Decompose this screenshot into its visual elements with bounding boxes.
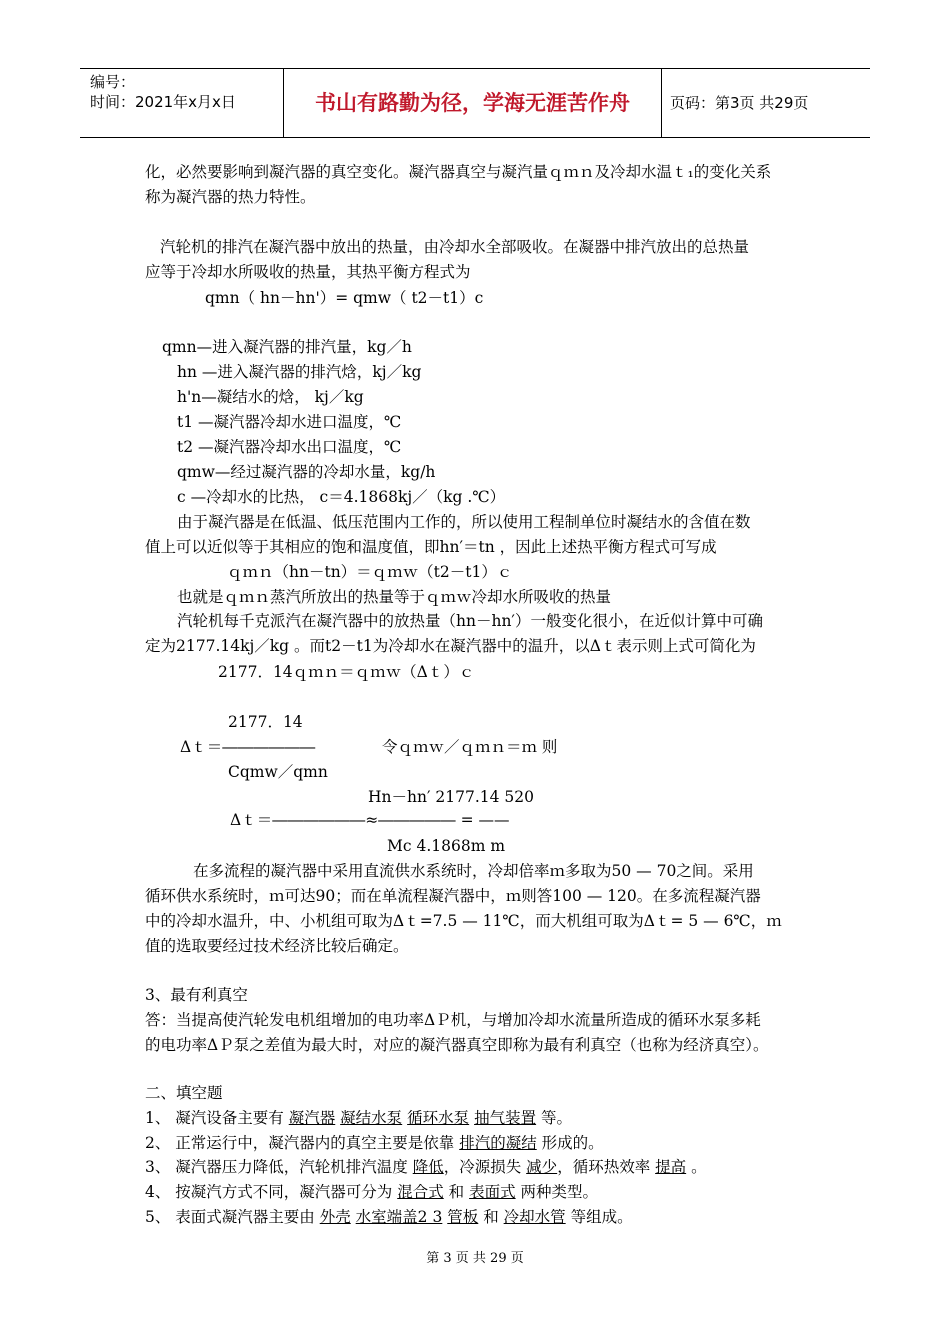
definition: t2 —凝汽器冷却水出口温度，℃ <box>177 438 402 456</box>
question-text: 1、 凝汽设备主要有 <box>145 1109 289 1127</box>
answer-blank: 降低 <box>412 1158 444 1176</box>
question-text: 等组成。 <box>565 1208 633 1226</box>
answer-blank: 排汽的凝结 <box>459 1134 537 1152</box>
text-line: 在多流程的凝汽器中采用直流供水系统时，冷却倍率ｍ多取为50 — 70之间。采用 <box>193 862 754 880</box>
formula-denominator: Mc 4.1868m m <box>387 837 506 855</box>
answer-blank: 表面式 <box>469 1183 516 1201</box>
answer-blank: 提高 <box>655 1158 687 1176</box>
question-text: 。 <box>686 1158 707 1176</box>
formula-denominator: Cqmw／qmn <box>228 763 328 781</box>
answer-line: 答：当提高使汽轮发电机组增加的电功率ΔＰ机，与增加冷却水流量所造成的循环水泵多耗 <box>145 1011 761 1029</box>
fill-blank-1 <box>145 1108 572 1128</box>
answer-blank: 凝结水泵 <box>340 1109 403 1127</box>
question-text: ，循环热效率 <box>557 1158 656 1176</box>
number-label: 编号： <box>90 73 136 91</box>
question-text: 和 <box>478 1208 504 1226</box>
section-heading: 3、最有利真空 <box>145 986 248 1004</box>
answer-blank: 外壳 <box>319 1208 351 1226</box>
header-page-info: 页码：第3页 共29页 <box>670 94 809 112</box>
answer-blank: 水室端盖2 3 <box>355 1208 443 1226</box>
equation: ｑｍｎ（hn－tn）＝ｑｍｗ（t2－t1）ｃ <box>227 563 513 581</box>
text-line: 化，必然要影响到凝汽器的真空变化。凝汽器真空与凝汽量ｑｍｎ及冷却水温ｔ₁的变化关系 <box>145 163 772 181</box>
equation: 2177．14ｑｍｎ＝ｑｍｗ（Δｔ）ｃ <box>218 663 475 681</box>
answer-blank: 减少 <box>526 1158 558 1176</box>
page-footer: 第 3 页 共 29 页 <box>426 1251 524 1266</box>
text-line: 应等于冷却水所吸收的热量，其热平衡方程式为 <box>145 263 471 281</box>
formula-line: Δｔ＝――――――≈――――― = —— <box>230 811 510 829</box>
definition: c —冷却水的比热， c＝4.1868kj／（kg .℃） <box>177 488 506 506</box>
definition: hn —进入凝汽器的排汽焓，kj／kg <box>177 363 422 381</box>
question-text: 2、 正常运行中，凝汽器内的真空主要是依靠 <box>145 1134 460 1152</box>
definition: qmn—进入凝汽器的排汽量，kg／h <box>162 338 412 356</box>
text-line: 汽轮机的排汽在凝汽器中放出的热量，由冷却水全部吸收。在凝器中排汽放出的总热量 <box>160 238 750 256</box>
section-heading: 二、填空题 <box>145 1084 223 1102</box>
page-header <box>80 68 870 138</box>
fill-blank-3 <box>145 1157 707 1177</box>
text-line: 定为2177.14kj／kg 。而t2－t1为冷却水在凝汽器中的温升，以Δｔ表示则上式可简化为 <box>145 637 756 655</box>
definition: t1 —凝汽器冷却水进口温度，℃ <box>177 413 402 431</box>
definition: qmw—经过凝汽器的冷却水量，kg/h <box>177 463 436 481</box>
formula-numerator: 2177．14 <box>228 713 303 731</box>
question-text: ，冷源损失 <box>443 1158 527 1176</box>
question-text: 和 <box>443 1183 470 1201</box>
question-text: 形成的。 <box>536 1134 604 1152</box>
answer-blank: 冷却水管 <box>503 1208 566 1226</box>
text-line: 称为凝汽器的热力特性。 <box>145 188 316 206</box>
question-text: 4、 按凝汽方式不同，凝汽器可分为 <box>145 1183 398 1201</box>
formula-line: Δｔ＝―――――― <box>180 738 316 756</box>
question-text: 两种类型。 <box>515 1183 599 1201</box>
text-line: 也就是ｑｍｎ蒸汽所放出的热量等于ｑｍｗ冷却水所吸收的热量 <box>177 588 612 606</box>
text-line: 值上可以近似等于其相应的饱和温度值，即hn′＝tn ，因此上述热平衡方程式可写成 <box>145 538 717 556</box>
text-line: 中的冷却水温升，中、小机组可取为Δｔ=7.5 — 11℃，而大机组可取为Δｔ= 5 — 6℃，ｍ <box>145 912 782 930</box>
fill-blank-4 <box>145 1182 598 1202</box>
header-meta <box>80 69 283 137</box>
formula-numerator: Hn－hn′ 2177.14 520 <box>368 788 535 806</box>
date-label: 时间：2021年x月x日 <box>90 93 236 111</box>
definition: h'n—凝结水的焓， kj／kg <box>177 388 364 406</box>
answer-blank: 管板 <box>447 1208 479 1226</box>
question-text: 3、 凝汽器压力降低，汽轮机排汽温度 <box>145 1158 413 1176</box>
header-motto: 书山有路勤为径，学海无涯苦作舟 <box>283 69 662 137</box>
text-line: 汽轮机每千克派汽在凝汽器中的放热量（hn－hn′）一般变化很小，在近似计算中可确 <box>177 612 763 630</box>
question-text: 等。 <box>536 1109 573 1127</box>
answer-blank: 循环水泵 <box>407 1109 470 1127</box>
answer-blank: 混合式 <box>397 1183 444 1201</box>
answer-line: 的电功率ΔＰ泵之差值为最大时，对应的凝汽器真空即称为最有利真空（也称为经济真空）。 <box>145 1036 769 1054</box>
fill-blank-2 <box>145 1133 604 1153</box>
text-line: 循环供水系统时，ｍ可达90；而在单流程凝汽器中，ｍ则答100 — 120。在多流程凝汽器 <box>145 887 761 905</box>
fill-blank-5 <box>145 1207 633 1227</box>
answer-blank: 抽气装置 <box>474 1109 537 1127</box>
answer-blank: 凝汽器 <box>288 1109 336 1127</box>
question-text: 5、 表面式凝汽器主要由 <box>145 1208 320 1226</box>
text-line: 值的选取要经过技术经济比较后确定。 <box>145 937 409 955</box>
formula-condition: 令ｑｍｗ／ｑｍｎ＝ｍ 则 <box>382 738 558 756</box>
equation: qmn（ hn－hn'）= qmw（ t2－t1）c <box>205 289 484 307</box>
text-line: 由于凝汽器是在低温、低压范围内工作的，所以使用工程制单位时凝结水的含值在数 <box>177 513 751 531</box>
